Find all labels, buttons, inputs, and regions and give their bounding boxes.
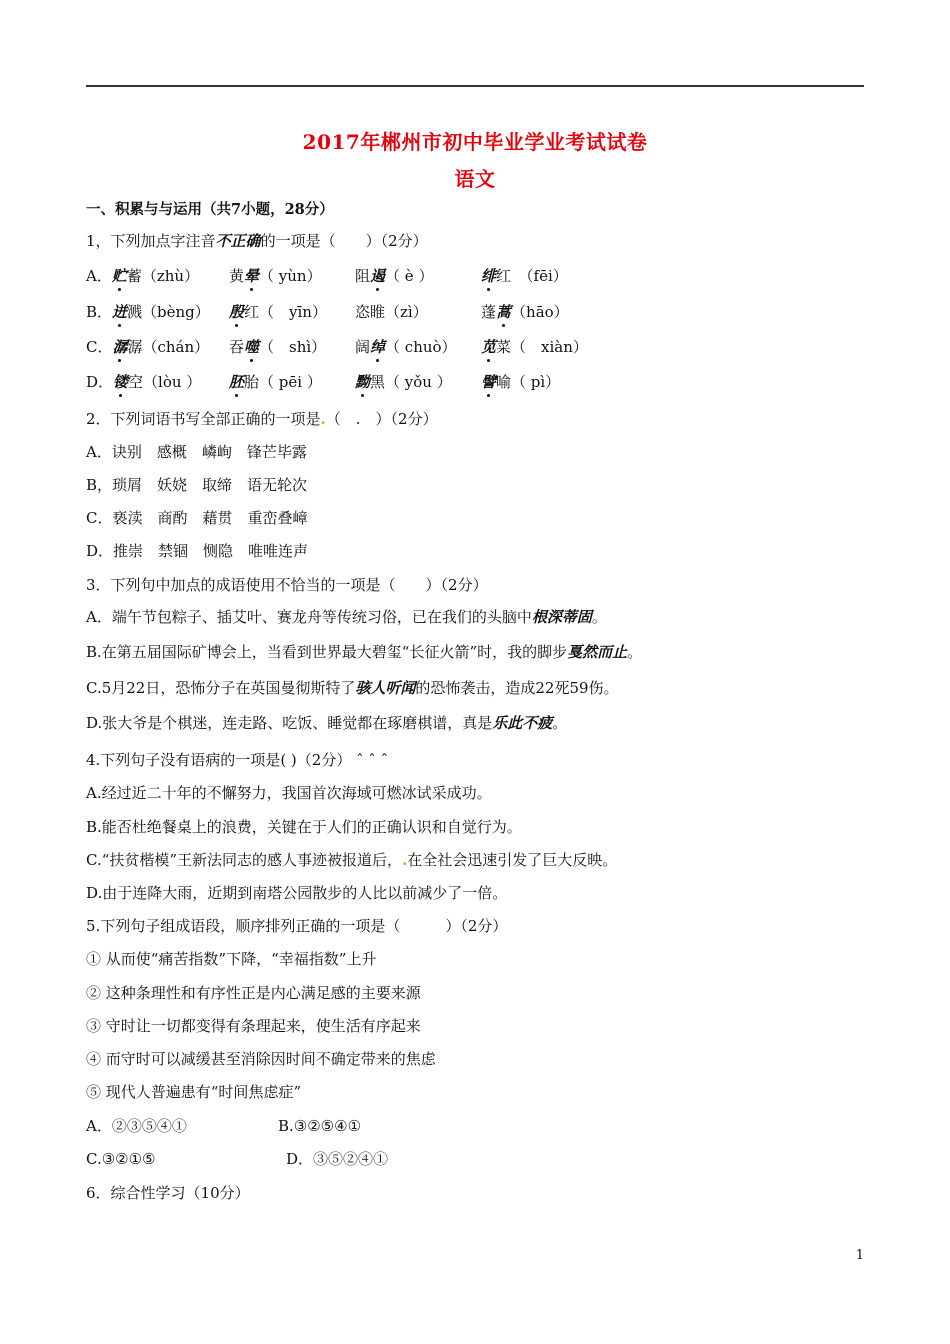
dotted-char: 苋 — [481, 338, 497, 356]
q5-item-2: ② 这种条理性和有序性正是内心满足感的主要来源 — [86, 984, 421, 1002]
q3-option-d: D.张大爷是个棋迷，连走路、吃饭、睡觉都在琢磨棋谱，真是乐此不疲。 — [86, 714, 568, 732]
q1-pre: 1，下列加点字注音 — [86, 232, 216, 250]
question-3-stem: 3．下列句中加点的成语使用不恰当的一项是（ ）（2分） — [86, 576, 488, 594]
q2-option-a: A．诀别 感概 嶙峋 锋芒毕露 — [86, 443, 307, 461]
q4-option-a: A.经过近二十年的不懈努力，我国首次海域可燃冰试采成功。 — [86, 784, 492, 802]
q3-a-idiom: 根深蒂固 — [531, 608, 592, 626]
q2-option-d: D．推崇 禁锢 恻隐 唯唯连声 — [86, 542, 309, 560]
question-1-stem — [86, 231, 428, 251]
exam-title: 2017年郴州市初中毕业学业考试试卷 — [302, 130, 648, 154]
dotted-char: 晕 — [244, 267, 260, 285]
dotted-char: 潺 — [112, 338, 128, 356]
dotted-char: 遏 — [370, 267, 386, 285]
dotted-char: 贮 — [111, 267, 127, 285]
dotted-char: 绰 — [370, 338, 386, 356]
q5-option-d: D．③⑤②④① — [286, 1150, 389, 1168]
q5-item-1: ① 从而使“痛苦指数”下降，“幸福指数”上升 — [86, 950, 377, 968]
q2-option-b: B，琐屑 妖娆 取缔 语无轮次 — [86, 476, 308, 494]
stray-mark: . — [402, 851, 408, 869]
exam-subject: 语文 — [454, 167, 496, 191]
dotted-char: 迸 — [112, 303, 128, 321]
dotted-char: 绯 — [481, 267, 497, 285]
question-4-stem: 4.下列句子没有语病的一项是( )（2分） ˆ ˆ ˆ — [86, 751, 389, 769]
page-number: 1 — [855, 1248, 864, 1263]
q5-option-b: B.③②⑤④① — [278, 1117, 362, 1135]
q5-item-5: ⑤ 现代人普遍患有“时间焦虑症” — [86, 1083, 302, 1101]
q5-item-3: ③ 守时让一切都变得有条理起来，使生活有序起来 — [86, 1017, 421, 1035]
header-rule — [86, 85, 864, 87]
dotted-char: 黝 — [355, 373, 371, 391]
q5-item-4: ④ 而守时可以减缓甚至消除因时间不确定带来的焦虑 — [86, 1050, 436, 1068]
section-heading: 一、积累与与运用（共7小题，28分） — [86, 201, 334, 218]
q1-post: 的一项是（ ）（2分） — [260, 232, 428, 250]
caret-marks: ˆ ˆ ˆ — [356, 751, 389, 769]
dotted-char: 噬 — [244, 338, 260, 356]
dotted-char: 殷 — [229, 303, 245, 321]
q4-option-c: C.“扶贫楷模”王新法同志的感人事迹被报道后，.在全社会迅速引发了巨大反映。 — [86, 851, 618, 869]
q2-option-c: C．亵渎 商酌 藉贯 重峦叠嶂 — [86, 509, 308, 527]
q3-option-b: B.在第五届国际矿博会上，当看到世界最大碧玺“长征火箭”时，我的脚步戛然而止。 — [86, 643, 643, 661]
q4-option-d: D.由于连降大雨，近期到南塔公园散步的人比以前减少了一倍。 — [86, 884, 508, 902]
q5-option-a: A．②③⑤④① — [86, 1117, 187, 1135]
q3-option-a: A．端午节包粽子、插艾叶、赛龙舟等传统习俗，已在我们的头脑中根深蒂固。 — [86, 608, 607, 626]
question-6-stem: 6．综合性学习（10分） — [86, 1184, 250, 1202]
question-5-stem: 5.下列句子组成语段，顺序排列正确的一项是（ ）（2分） — [86, 917, 508, 935]
q3-d-idiom: 乐此不疲 — [492, 714, 553, 732]
q4-option-b: B.能否杜绝餐桌上的浪费，关键在于人们的正确认识和自觉行为。 — [86, 818, 522, 836]
q5-option-c: C.③②①⑤ — [86, 1150, 156, 1168]
dotted-char: 镂 — [113, 373, 129, 391]
dotted-char: 蒿 — [496, 303, 512, 321]
q3-option-c: C.5月22日，恐怖分子在英国曼彻斯特了骇人听闻的恐怖袭击，造成22死59伤。 — [86, 679, 619, 697]
question-2-stem: 2．下列词语书写全部正确的一项是.（ . ）（2分） — [86, 410, 438, 428]
dotted-char: 譬 — [481, 373, 497, 391]
q1-emphasis: 不正确 — [215, 232, 261, 250]
q3-c-idiom: 骇人听闻 — [355, 679, 416, 697]
stray-mark: . — [320, 410, 326, 428]
dotted-char: 胚 — [229, 373, 245, 391]
q3-b-idiom: 戛然而止 — [567, 643, 628, 661]
